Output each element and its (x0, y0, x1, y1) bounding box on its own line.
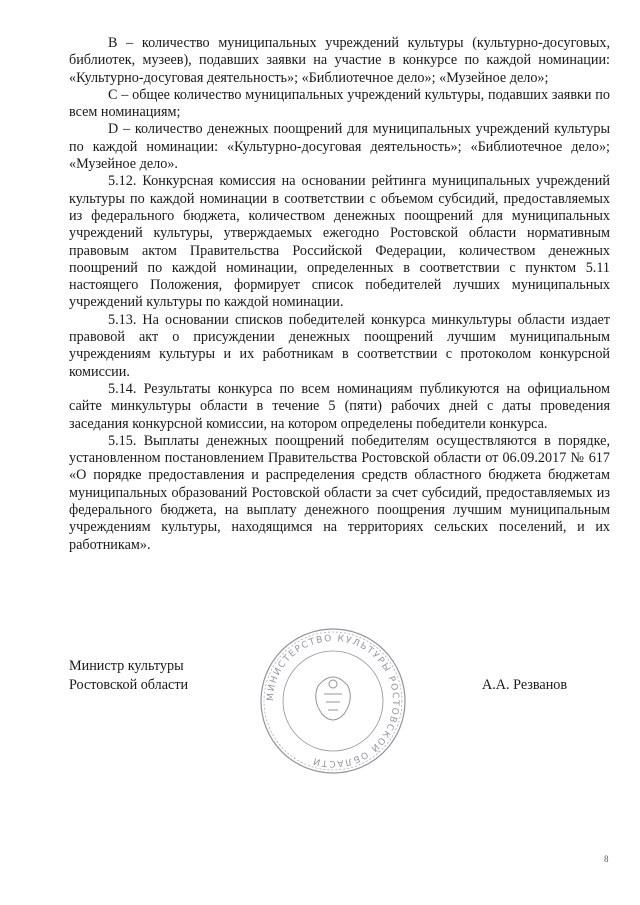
svg-text:МИНИСТЕРСТВО КУЛЬТУРЫ РОСТОВСК (266, 634, 400, 768)
paragraph-b-definition: B – количество муниципальных учреждений культуры (культурно-досуговых, библиотек, музеев), подавших заявки на участие в конкурсе по каждой номинации: «Культурно-досуговая деятельность»; «Библиотечное дело»; «Музейное дело»; (69, 35, 610, 86)
document-body (69, 35, 610, 554)
seal-text: МИНИСТЕРСТВО КУЛЬТУРЫ РОСТОВСКОЙ ОБЛАСТИ (265, 633, 401, 769)
page-number: 8 (604, 854, 609, 864)
signatory-position-line1: Министр культуры (69, 658, 184, 674)
paragraph-5-12: 5.12. Конкурсная комиссия на основании рейтинга муниципальных учреждений культуры по каждой номинации в соответствии с объемом субсидий, предоставляемых из федерального бюджета, количеством денежных поощрений для муниципальных учреждений культуры, утверждаемых ежегодно Ростовской области нормативным правовым актом Правительства Российской Федерации, количеством денежных поощрений по каждой номинации, определенных в соответствии с пунктом 5.11 настоящего Положения, формирует список победителей лучших муниципальных учреждений культуры по каждой номинации. (69, 173, 610, 311)
signatory-position-line2: Ростовской области (69, 677, 189, 693)
paragraph-d-definition: D – количество денежных поощрений для муниципальных учреждений культуры по каждой номинации: «Культурно-досуговая деятельность»; «Библиотечное дело»; «Музейное дело». (69, 121, 610, 173)
coat-of-arms-icon (316, 677, 351, 720)
official-seal-stamp (258, 626, 408, 776)
paragraph-5-15: 5.15. Выплаты денежных поощрений победителям осуществляются в порядке, установленном постановлением Правительства Ростовской области от 06.09.2017 № 617 «О порядке предоставления и распределения средств областного бюджета бюджетам муниципальных образований Ростовской области за счет субсидий, предоставляемых из федерального бюджета, на выплату денежного поощрения лучшим муниципальным учреждениям культуры, находящимся на территориях сельских поселений, и их работникам». (69, 432, 610, 553)
signatory-name: А.А. Резванов (482, 677, 568, 693)
paragraph-5-13: 5.13. На основании списков победителей конкурса минкультуры области издает правовой акт о присуждении денежных поощрений лучшим муниципальным учреждениям культуры и их работникам в соответствии с протоколом конкурсной комиссии. (69, 311, 610, 380)
paragraph-5-14: 5.14. Результаты конкурса по всем номинациям публикуются на официальном сайте минкультуры области в течение 5 (пяти) рабочих дней с даты проведения заседания конкурсной комиссии, на котором определены победители конкурса. (69, 380, 610, 432)
paragraph-c-definition: C – общее количество муниципальных учреждений культуры, подавших заявки по всем номинациям; (69, 86, 610, 121)
signatory-position (69, 657, 188, 695)
